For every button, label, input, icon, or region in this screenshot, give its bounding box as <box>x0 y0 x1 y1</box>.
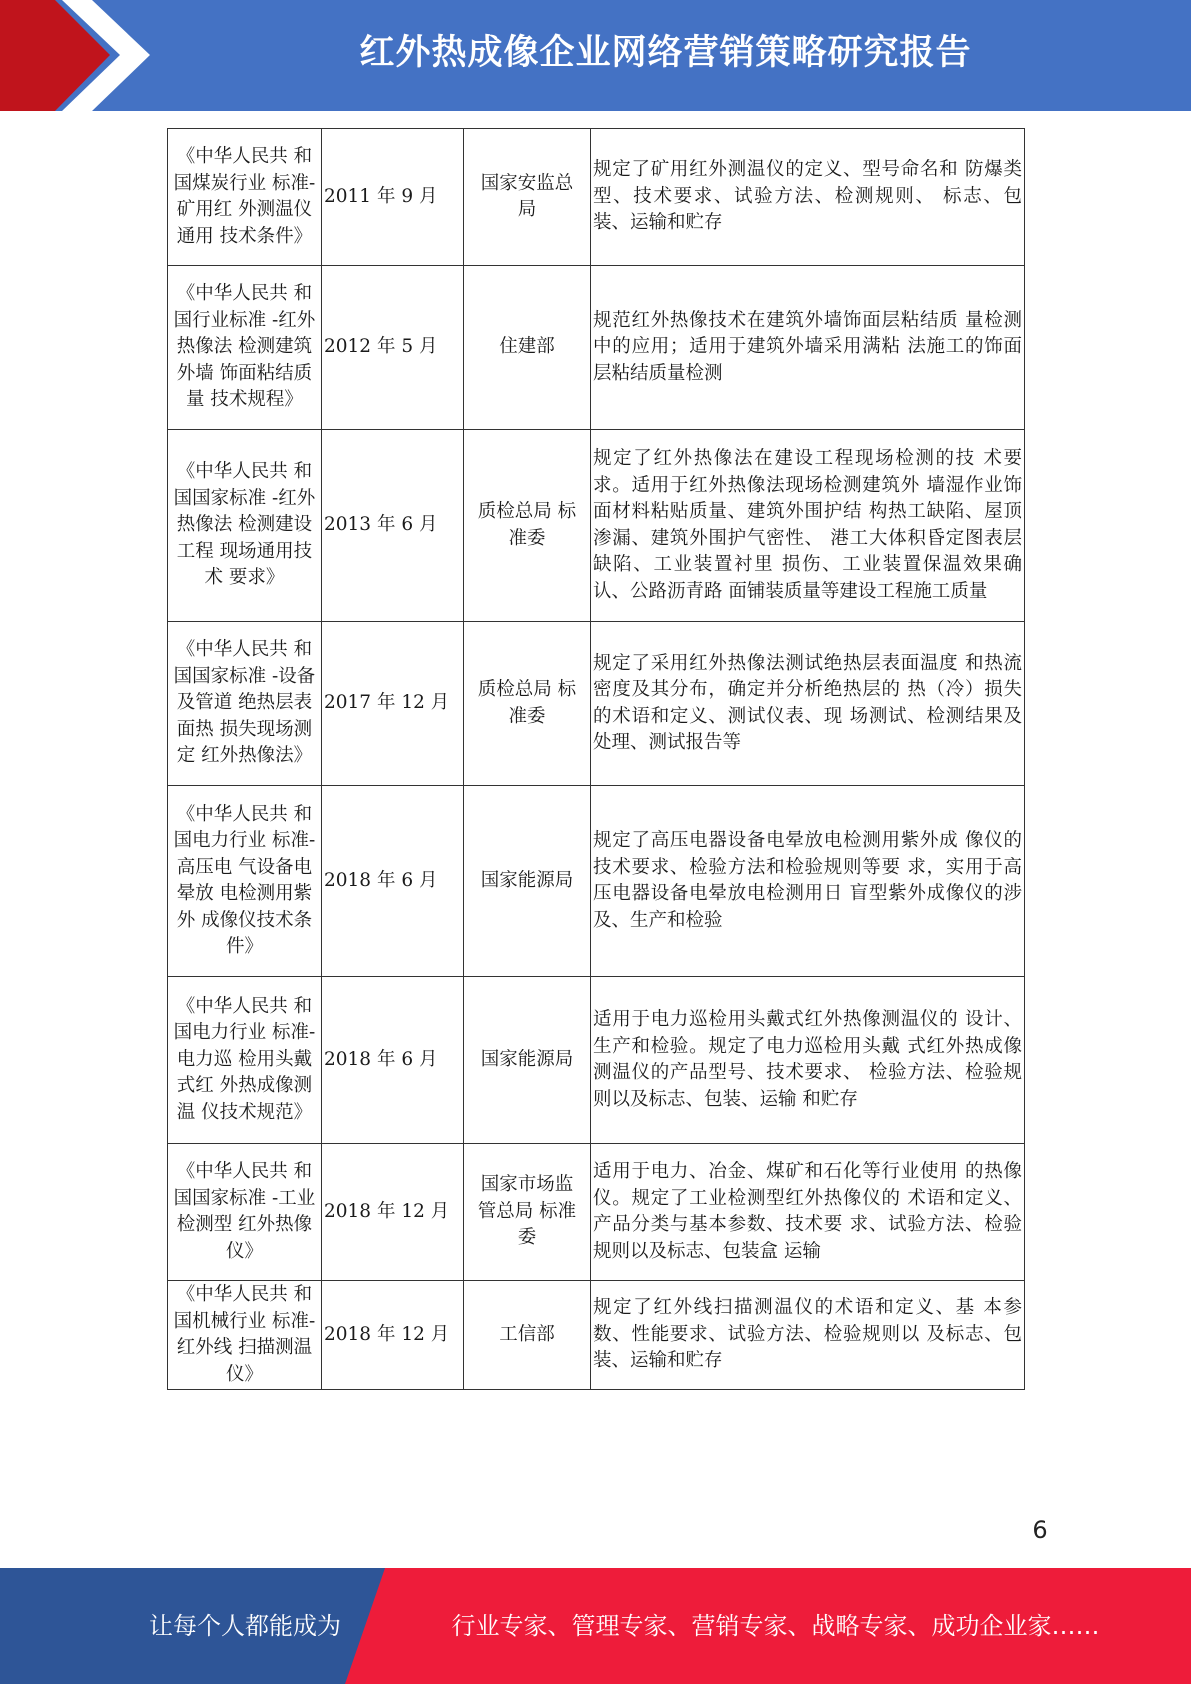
standard-name-cell: 《中华人民共 和国国家标准 -工业检测型 红外热像仪》 <box>168 1144 322 1281</box>
standard-name-cell: 《中华人民共 和国机械行业 标准-红外线 扫描测温仪》 <box>168 1281 322 1390</box>
issuing-body-cell: 国家能源局 <box>464 786 591 977</box>
standard-name-cell: 《中华人民共 和国煤炭行业 标准-矿用红 外测温仪通用 技术条件》 <box>168 129 322 266</box>
description-cell: 规定了红外热像法在建设工程现场检测的技 术要求。适用于红外热像法现场检测建筑外 墙湿作业饰面材料粘贴质量、建筑外围护结 构热工缺陷、屋顶渗漏、建筑外围护气密性、 港工大体积昏定图表层缺陷、工业装置衬里 损伤、工业装置保温效果确认、公路沥青路 面铺装质量等建设工程施工质量 <box>591 430 1025 622</box>
issuing-body-cell: 质检总局 标准委 <box>464 430 591 622</box>
standards-table <box>167 128 1025 1390</box>
table-row <box>168 622 1025 786</box>
table-row <box>168 977 1025 1144</box>
standard-name-cell: 《中华人民共 和国国家标准 -红外热像法 检测建设工程 现场通用技术 要求》 <box>168 430 322 622</box>
issuing-body-cell: 住建部 <box>464 266 591 430</box>
table-row <box>168 1144 1025 1281</box>
table-row <box>168 786 1025 977</box>
description-cell: 规定了高压电器设备电晕放电检测用紫外成 像仪的技术要求、检验方法和检验规则等要 求，实用于高压电器设备电晕放电检测用日 盲型紫外成像仪的涉及、生产和检验 <box>591 786 1025 977</box>
issuing-body-cell: 工信部 <box>464 1281 591 1390</box>
issuing-body-cell: 质检总局 标准委 <box>464 622 591 786</box>
description-cell: 规定了红外线扫描测温仪的术语和定义、基 本参数、性能要求、试验方法、检验规则以 及标志、包装、运输和贮存 <box>591 1281 1025 1390</box>
footer-slogan-right: 行业专家、管理专家、营销专家、战略专家、成功企业家…… <box>451 1612 1100 1640</box>
release-date-cell: 2018 年 12 月 <box>322 1144 464 1281</box>
release-date-cell: 2012 年 5 月 <box>322 266 464 430</box>
release-date-cell: 2017 年 12 月 <box>322 622 464 786</box>
release-date-cell: 2011 年 9 月 <box>322 129 464 266</box>
table-row <box>168 266 1025 430</box>
description-cell: 适用于电力、冶金、煤矿和石化等行业使用 的热像仪。规定了工业检测型红外热像仪的 术语和定义、产品分类与基本参数、技术要 求、试验方法、检验规则以及标志、包装盒 运输 <box>591 1144 1025 1281</box>
description-cell: 规定了矿用红外测温仪的定义、型号命名和 防爆类型、技术要求、试验方法、检测规则、 标志、包装、运输和贮存 <box>591 129 1025 266</box>
page-header <box>0 0 1191 111</box>
issuing-body-cell: 国家能源局 <box>464 977 591 1144</box>
table-row <box>168 430 1025 622</box>
page-number: 6 <box>1032 1516 1048 1544</box>
standards-table-container <box>167 128 1024 1390</box>
issuing-body-cell: 国家安监总局 <box>464 129 591 266</box>
standard-name-cell: 《中华人民共 和国电力行业 标准-高压电 气设备电晕放 电检测用紫外 成像仪技术条 件》 <box>168 786 322 977</box>
standard-name-cell: 《中华人民共 和国行业标准 -红外热像法 检测建筑外墙 饰面粘结质量 技术规程》 <box>168 266 322 430</box>
footer-slogan-left: 让每个人都能成为 <box>149 1612 341 1640</box>
issuing-body-cell: 国家市场监管总局 标准委 <box>464 1144 591 1281</box>
description-cell: 规定了采用红外热像法测试绝热层表面温度 和热流密度及其分布，确定并分析绝热层的 热（冷）损失的术语和定义、测试仪表、现 场测试、检测结果及处理、测试报告等 <box>591 622 1025 786</box>
table-row <box>168 1281 1025 1390</box>
standard-name-cell: 《中华人民共 和国电力行业 标准-电力巡 检用头戴式红 外热成像测温 仪技术规范》 <box>168 977 322 1144</box>
standard-name-cell: 《中华人民共 和国国家标准 -设备及管道 绝热层表面热 损失现场测定 红外热像法》 <box>168 622 322 786</box>
release-date-cell: 2018 年 12 月 <box>322 1281 464 1390</box>
release-date-cell: 2013 年 6 月 <box>322 430 464 622</box>
description-cell: 适用于电力巡检用头戴式红外热像测温仪的 设计、生产和检验。规定了电力巡检用头戴 式红外热成像测温仪的产品型号、技术要求、 检验方法、检验规则以及标志、包装、运输 和贮存 <box>591 977 1025 1144</box>
report-title: 红外热成像企业网络营销策略研究报告 <box>359 33 972 73</box>
release-date-cell: 2018 年 6 月 <box>322 977 464 1144</box>
page-footer <box>0 1568 1191 1684</box>
release-date-cell: 2018 年 6 月 <box>322 786 464 977</box>
description-cell: 规范红外热像技术在建筑外墙饰面层粘结质 量检测中的应用；适用于建筑外墙采用满粘 法施工的饰面层粘结质量检测 <box>591 266 1025 430</box>
table-row <box>168 129 1025 266</box>
